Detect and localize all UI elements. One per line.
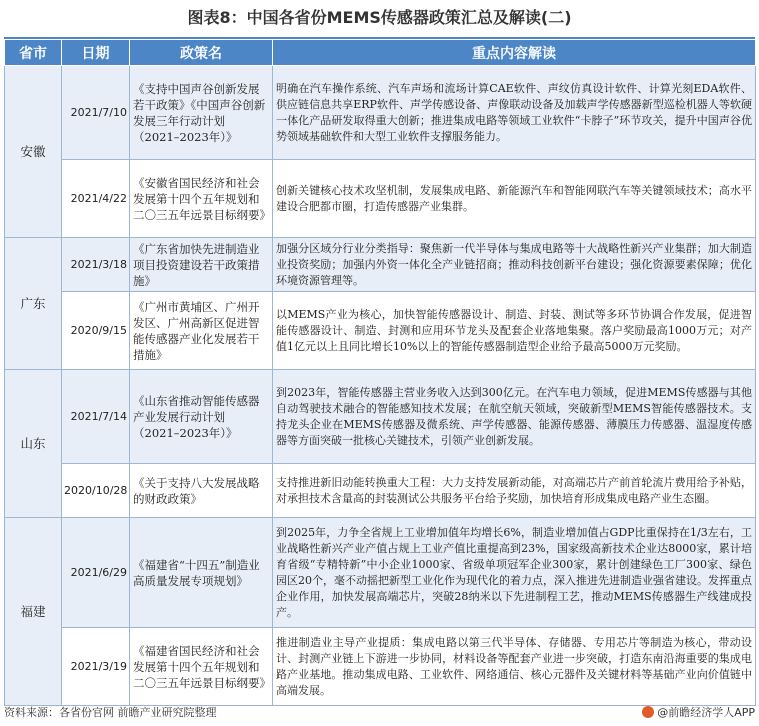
date-cell: 2021/4/22 [62,160,130,238]
policy-table [4,39,756,706]
content-cell: 到2025年，力争全省规上工业增加值年均增长6%，制造业增加值占GDP比重保持在1/3左右，工业战略性新兴产业产值占规上工业产值比重提高到23%，国家级高新技术企业达8000家，累计培育省级“专精特新”中小企业1000家、省级单项冠军企业300家，累计创建绿色工厂300家、绿色园区20个，毫不动摇把新型工业化作为现代化的着力点，深入推进先进制造业强省建设。发挥重点企业作用，加快发展高端芯片，突破28纳米以下先进制程工艺，推动MEMS传感器生产线建成投产。 [273,518,756,628]
table-row [5,238,756,292]
province-cell-fujian: 福建 [5,518,62,706]
table-row [5,292,756,370]
header-policy: 政策名 [130,40,273,66]
content-cell: 推进制造业主导产业提质：集成电路以第三代半导体、存储器、专用芯片等制造为核心，带动设计、封测产业链上下游进一步协同，材料设备等配套产业进一步突破，打造东南沿海重要的集成电路产业基地。推动集成电路、工业软件、网络通信、核心元器件及关键材料等基础产业向价值链中高端发展。 [273,628,756,706]
header-date: 日期 [62,40,130,66]
table-row [5,628,756,706]
table-header-row [5,40,756,66]
content-cell: 以MEMS产业为核心，加快智能传感器设计、制造、封装、测试等多环节协调合作发展，促进智能传感器设计、制造、封测和应用环节龙头及配套企业落地集聚。落户奖励最高1000万元；对产值1亿元以上且同比增长10%以上的智能传感器制造型企业给予最高5000万元奖励。 [273,292,756,370]
date-cell: 2020/9/15 [62,292,130,370]
brand-logo-icon [642,706,654,718]
header-content: 重点内容解读 [273,40,756,66]
content-cell: 支持推进新旧动能转换重大工程：大力支持发展新动能，对高端芯片产前首轮流片费用给予补贴，对承担技术含量高的封装测试公共服务平台给予奖励，加快培育形成集成电路产业生态圈。 [273,464,756,518]
date-cell: 2021/7/10 [62,66,130,160]
policy-cell: 《支持中国声谷创新发展若干政策》《中国声谷创新发展三年行动计划（2021–2023年）》 [130,66,273,160]
figure-title: 图表8：中国各省份MEMS传感器政策汇总及解读(二) [187,8,572,27]
table-row [5,464,756,518]
table-row [5,370,756,464]
policy-cell: 《山东省推动智能传感器产业发展行动计划（2021–2023年）》 [130,370,273,464]
table-row [5,160,756,238]
province-cell-anhui: 安徽 [5,66,62,238]
brand-label: @前瞻经济学人APP [657,706,755,719]
brand-credit [642,704,755,720]
date-cell: 2021/3/18 [62,238,130,292]
date-cell: 2020/10/28 [62,464,130,518]
date-cell: 2021/3/19 [62,628,130,706]
policy-cell: 《广州市黄埔区、广州开发区、广州高新区促进智能传感器产业化发展若干措施》 [130,292,273,370]
header-province: 省市 [5,40,62,66]
content-cell: 明确在汽车操作系统、汽车声场和流场计算CAE软件、声纹仿真设计软件、计算光刻EDA软件、供应链信息共享ERP软件、声学传感设备、声像联动设备及加载声学传感器新型巡检机器人等软硬一体化产品研发取得重大创新；推进集成电路等领域工业软件“卡脖子”环节攻关，提升中国声谷优势领域基础软件和大型工业软件支撑服务能力。 [273,66,756,160]
policy-cell: 《福建省国民经济和社会发展第十四个五年规划和二〇三五年远景目标纲要》 [130,628,273,706]
content-cell: 创新关键核心技术攻坚机制，发展集成电路、新能源汽车和智能网联汽车等关键领域技术；高水平建设合肥都市圈，打造传感器产业集群。 [273,160,756,238]
date-cell: 2021/6/29 [62,518,130,628]
source-note: 资料来源：各省份官网 前瞻产业研究院整理 [4,706,217,719]
content-cell: 到2023年，智能传感器主营业务收入达到300亿元。在汽车电力领域，促进MEMS传感器与其他自动驾驶技术融合的智能感知技术发展；在航空航天领域，突破新型MEMS智能传感器技术。支持龙头企业在MEMS传感器及微系统、声学传感器、能源传感器、薄膜压力传感器、温湿度传感器等方面突破一批核心关键技术，引领产业创新发展。 [273,370,756,464]
policy-cell: 《福建省“十四五”制造业高质量发展专项规划》 [130,518,273,628]
policy-cell: 《安徽省国民经济和社会发展第十四个五年规划和二〇三五年远景目标纲要》 [130,160,273,238]
table-row [5,66,756,160]
content-cell: 加强分区域分行业分类指导：聚焦新一代半导体与集成电路等十大战略性新兴产业集群；加大制造业投资奖励；加强内外资一体化全产业链招商；推动科技创新平台建设；强化资源要素保障；优化环境资源管理等。 [273,238,756,292]
province-cell-guangdong: 广东 [5,238,62,370]
table-row [5,518,756,628]
date-cell: 2021/7/14 [62,370,130,464]
province-cell-shandong: 山东 [5,370,62,518]
policy-cell: 《广东省加快先进制造业项目投资建设若干政策措施》 [130,238,273,292]
policy-cell: 《关于支持八大发展战略的财政政策》 [130,464,273,518]
footer [4,700,755,722]
